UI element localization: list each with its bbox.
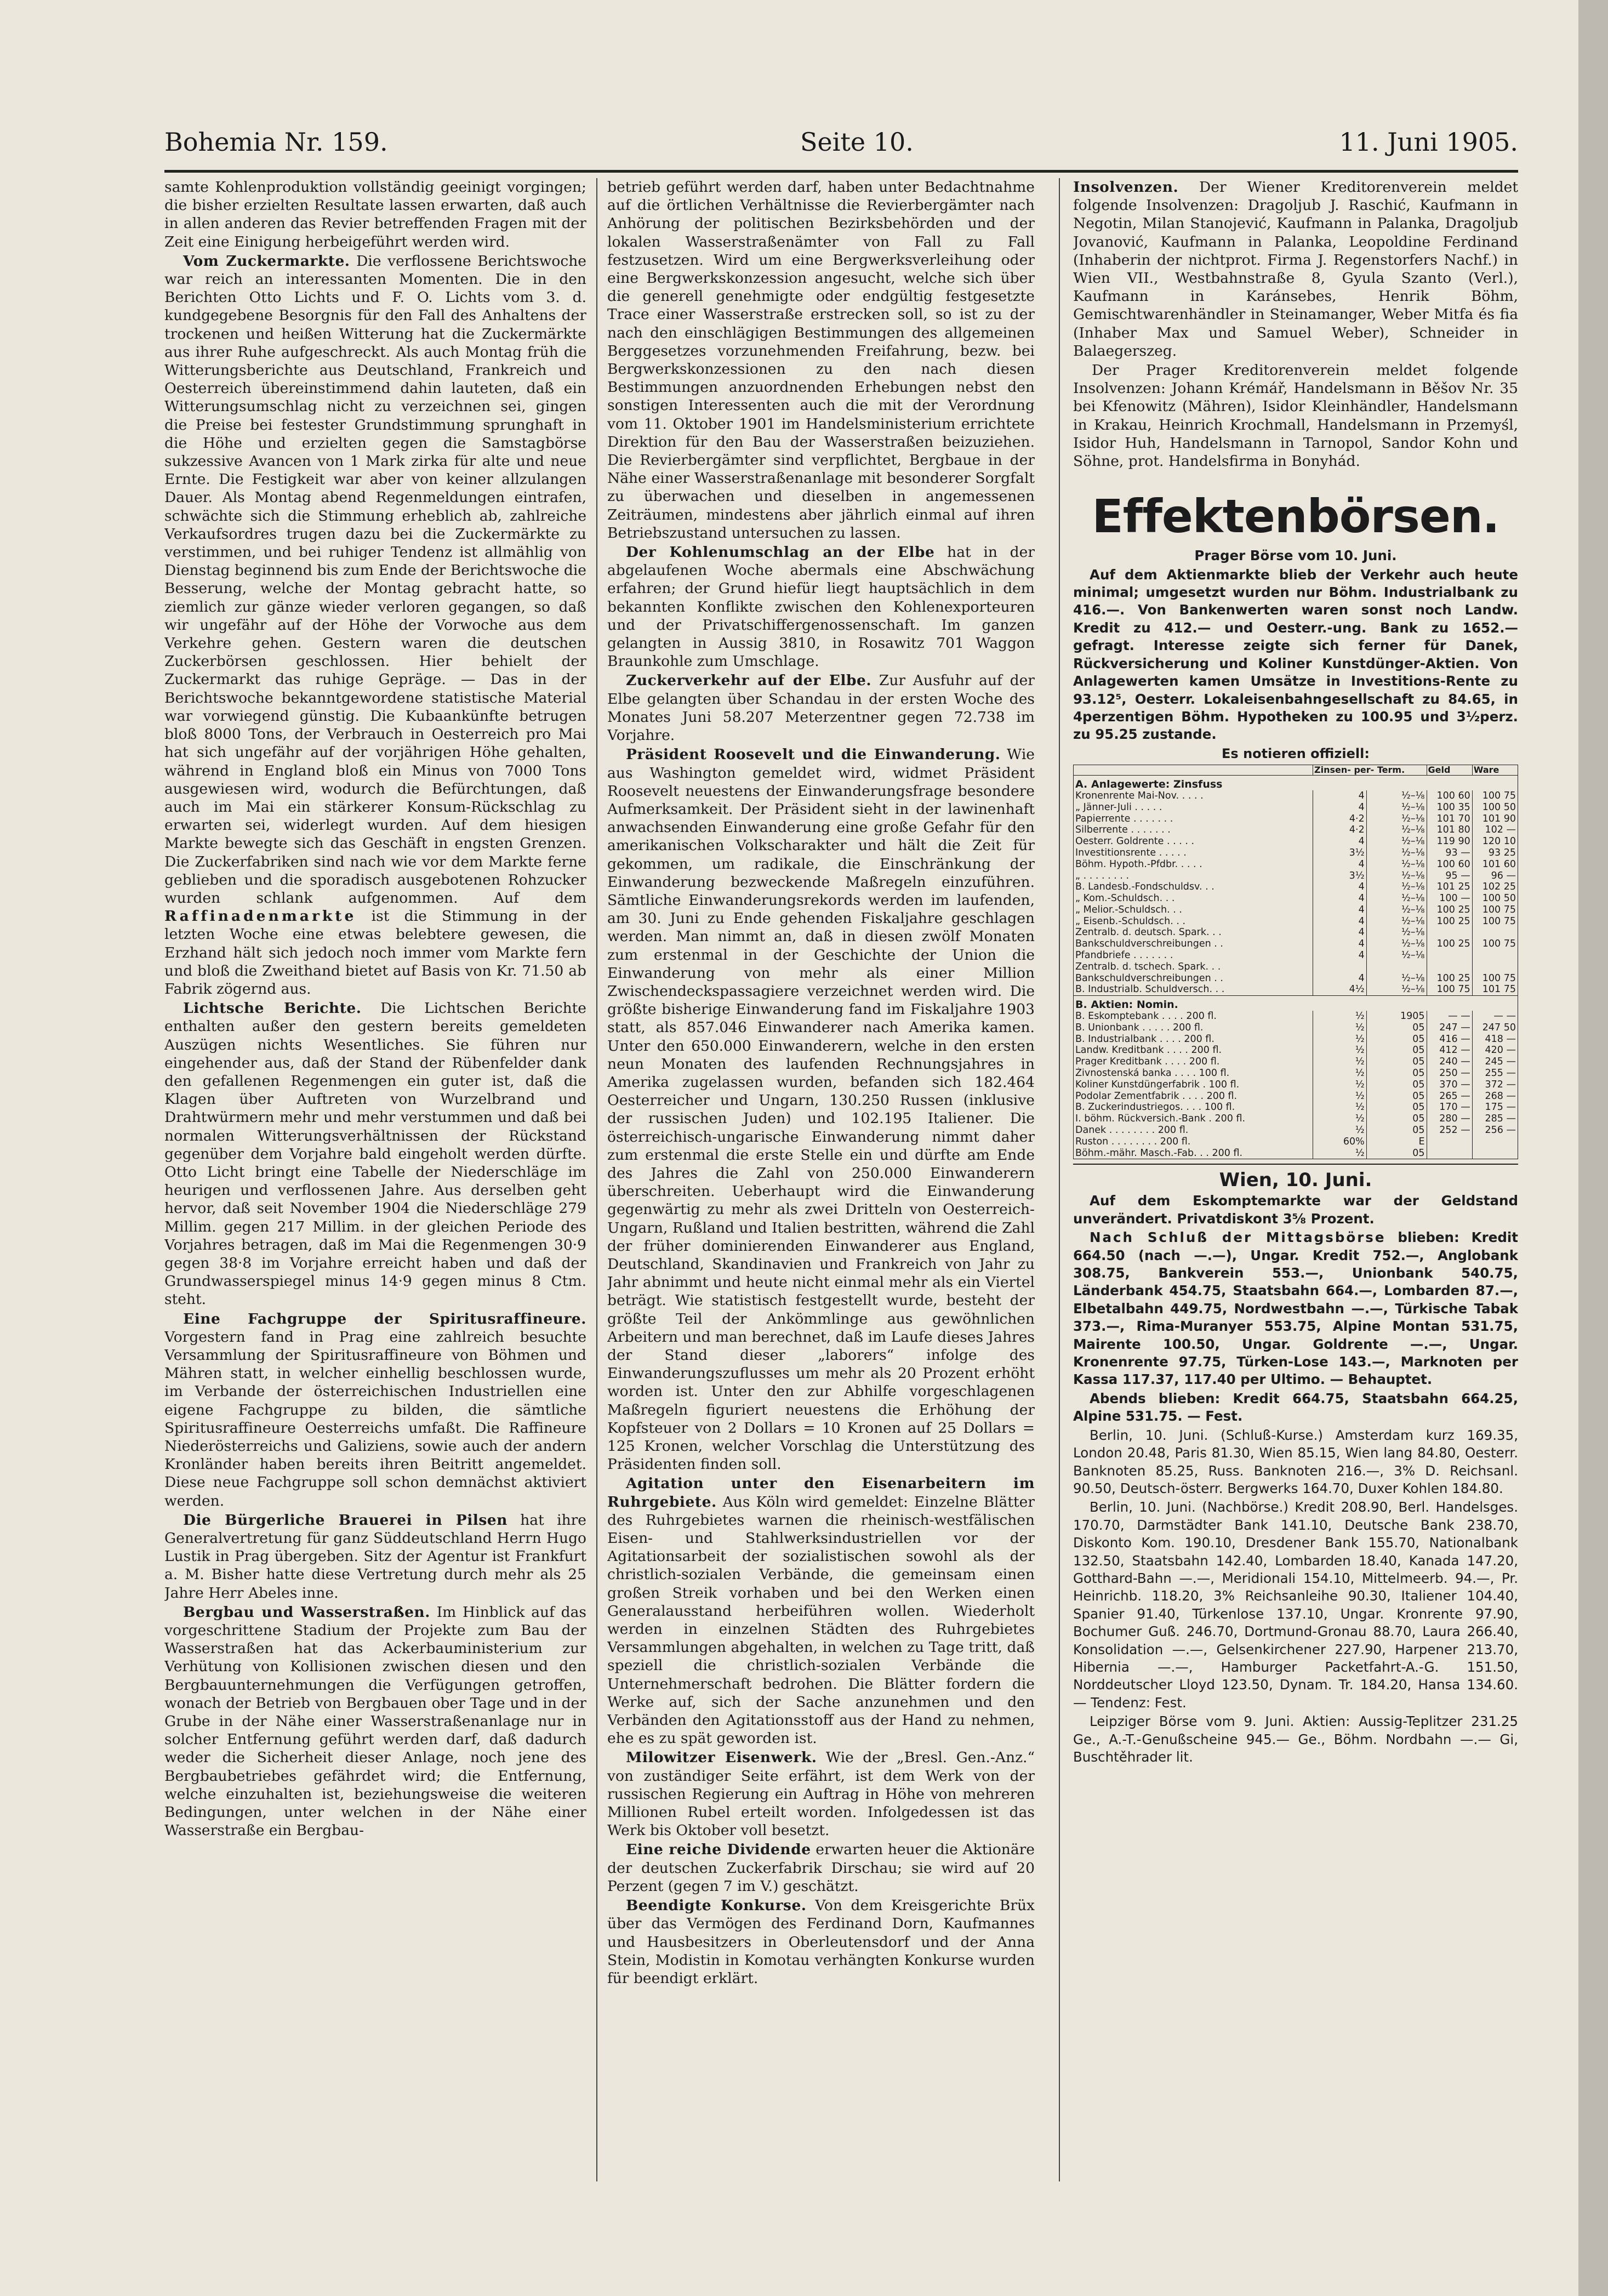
- row-name: Investitionsrente . . . . .: [1074, 847, 1313, 859]
- row-ware: 245 —: [1472, 1056, 1518, 1068]
- row-name: Landw. Kreditbank . . . . 200 fl.: [1074, 1045, 1313, 1056]
- row-name: „ Melior.-Schuldsch. . .: [1074, 904, 1313, 916]
- row-name: Bankschuldverschreibungen . .: [1074, 973, 1313, 984]
- row-zinsfuss: 4: [1313, 950, 1367, 961]
- row-geld: 252 —: [1427, 1125, 1472, 1136]
- row-term: 05: [1366, 1125, 1427, 1136]
- row-ware: 256 —: [1472, 1125, 1518, 1136]
- row-zinsfuss: 4·2: [1313, 824, 1367, 836]
- row-geld: [1427, 961, 1472, 973]
- row-name: B. Zuckerindustriegos. . . . 100 fl.: [1074, 1102, 1313, 1113]
- article-body: Die Lichtschen Berichte enthalten außer den gestern bereits gemeldeten Auszügen nichts Wesentliches. Sie führen nur eingehender aus, daß der Stand der Rübenfelder dank den gefallenen Regenmengen ein guter ist, daß die Klagen über Auftreten von Wurzelbrand und Drahtwürmern mehr und mehr verstummen und daß bei normalen Witterungsverhältnissen der Rückstand gegenüber dem Vorjahre bald eingeholt werden dürfte. Otto Licht bringt eine Tabelle der Niederschläge im heurigen und verflossenen Jahre. Aus derselben geht hervor, daß seit November 1904 die Niederschläge 279 Millim. gegen 217 Millim. in der gleichen Periode des Vorjahres betragen, daß im Mai die Regenmengen 30·9 gegen 38·8 im Vorjahre erreicht haben und daß der Grundwasserspiegel minus 14·9 gegen minus 8 Ctm. steht.: [164, 1000, 586, 1308]
- article-dividende: [607, 1841, 1035, 1895]
- row-geld: 101 70: [1427, 813, 1472, 825]
- row-term: 05: [1366, 1068, 1427, 1079]
- article-kohlen: [607, 543, 1035, 670]
- article-heading: Der Kohlenumschlag an der Elbe: [626, 544, 935, 561]
- table-row: [1074, 1102, 1518, 1113]
- row-zinsfuss: [1313, 961, 1367, 973]
- row-name: Böhm. Hypoth.-Pfdbr. . . . .: [1074, 859, 1313, 870]
- row-zinsfuss: 4: [1313, 927, 1367, 938]
- column-rule: [1059, 178, 1060, 2181]
- row-geld: 101 25: [1427, 881, 1472, 893]
- row-ware: 102 —: [1472, 824, 1518, 836]
- row-term: ½–⅛: [1366, 916, 1427, 927]
- table-row: [1074, 1136, 1518, 1148]
- row-zinsfuss: 3½: [1313, 870, 1367, 882]
- row-zinsfuss: ½: [1313, 1079, 1367, 1091]
- row-geld: 100 25: [1427, 938, 1472, 950]
- table-row: [1074, 927, 1518, 938]
- table-row: [1074, 836, 1518, 847]
- article-konkurse: [607, 1896, 1035, 1987]
- article-body: Wie aus Washington gemeldet wird, widmet Präsident Roosevelt neuestens der Einwanderungsfrage besondere Aufmerksamkeit. Der Präsident sieht in der lawinenhaft anwachsenden Einwanderung eine große Gefahr für den amerikanischen Volkscharakter und hält die Zeit für gekommen, um radikale, die Einschränkung der Einwanderung bezweckende Maßregeln einzuführen. Sämtliche Einwanderungsrekords werden im laufenden, am 30. Juni zu Ende gehenden Fiskaljahre geschlagen werden. Man nimmt an, daß in diesen zwölf Monaten zum erstenmal in der Geschichte der Union die Einwanderung von mehr als einer Million Zwischendeckspassagiere verzeichnet werden wird. Die größte bisherige Einwanderung fand im Fiskaljahre 1903 statt, als 857.046 Einwanderer nach Amerika kamen. Unter den 650.000 Einwanderern, welche in den ersten neun Monaten des laufenden Rechnungsjahres in Amerika zugelassen wurden, befanden sich 182.464 Oesterreicher und Ungarn, 130.250 Russen (inklusive der russischen Juden) und 102.195 Italiener. Die österreichisch-ungarische Einwanderung nimmt daher zum erstenmal die erste Stelle ein und dürfte am Ende des Jahres die Zahl von 250.000 Einwanderern überschreiten. Ueberhaupt wird die Einwanderung gegenwärtig zu mehr als zwei Dritteln von Oesterreich-Ungarn, Rußland und Italien bestritten, während die Zahl der früher dominierenden Einwanderer aus England, Deutschland, Skandinavien und Frankreich von Jahr zu Jahr abnimmt und heute nicht einmal mehr als ein Viertel beträgt. Wie statistisch festgestellt wurde, besteht der größte Teil der Ankömmlinge aus gewöhnlichen Arbeitern und man berechnet, daß im Laufe dieses Jahres der Stand dieser „laborers“ infolge des Einwanderungszuflusses um mehr als 20 Prozent erhöht worden ist. Unter den zur Abhilfe vorgeschlagenen Maßregeln figuriert neuestens die Erhöhung der Kopfsteuer von 2 Dollars = 10 Kronen auf 25 Dollars = 125 Kronen, welcher Vorschlag die Unterstützung des Präsidenten finden soll.: [607, 746, 1035, 1473]
- row-name: B. Unionbank . . . . . 200 fl.: [1074, 1022, 1313, 1034]
- table-row: [1074, 1079, 1518, 1091]
- row-zinsfuss: ½: [1313, 1148, 1367, 1159]
- row-geld: — —: [1427, 1011, 1472, 1022]
- wien-mittag-body: blieben: Kredit 664.50 (nach —.—), Ungar. Kredit 752.—, Anglobank 308.75, Bankverein 553.—, Unionbank 540.75, Länderbank 454.75, Staatsbahn 664.—, Lombarden 87.—, Elbetalbahn 449.75, Nordwestbahn —.—, Türkische Tabak 373.—, Rima-Muranyer 553.75, Alpine Montan 531.75, Mairente 100.50, Ungar. Goldrente —.—, Ungar. Kronenrente 97.75, Türken-Lose 143.—, Marknoten per Kassa 117.37, 117.40 per Ultimo. — Behauptet.: [1073, 1229, 1518, 1388]
- publication-name: Bohemia Nr. 159.: [164, 127, 388, 157]
- table-row: [1074, 938, 1518, 950]
- leipzig-boerse: Leipziger Börse vom 9. Juni. Aktien: Aussig-Teplitzer 231.25 Ge., A.-T.-Genußscheine 945.— Ge., Böhm. Nordbahn —.— Gi, Buschtěhrader lit.: [1073, 1713, 1518, 1765]
- row-name: Oesterr. Goldrente . . . . .: [1074, 836, 1313, 847]
- row-geld: [1427, 927, 1472, 938]
- table-row: [1074, 1056, 1518, 1068]
- row-geld: 265 —: [1427, 1091, 1472, 1102]
- row-geld: 95 —: [1427, 870, 1472, 882]
- row-zinsfuss: 4: [1313, 893, 1367, 904]
- row-name: „ Eisenb.-Schuldsch. . .: [1074, 916, 1313, 927]
- row-term: 05: [1366, 1148, 1427, 1159]
- row-geld: 93 —: [1427, 847, 1472, 859]
- row-geld: 100 25: [1427, 973, 1472, 984]
- table-row: [1074, 961, 1518, 973]
- rates-table: [1073, 765, 1518, 1159]
- article-licht: [164, 999, 586, 1308]
- article-heading: Die Bürgerliche Brauerei in Pilsen: [183, 1511, 508, 1529]
- row-term: 05: [1366, 1034, 1427, 1045]
- article-heading: Agitation unter den Eisenarbeitern im Ruhrgebiete.: [607, 1475, 1035, 1511]
- table-section-row: [1074, 996, 1518, 1011]
- row-term: 05: [1366, 1102, 1427, 1113]
- prager-boerse-heading: Prager Börse vom 10. Juni.: [1194, 548, 1397, 564]
- row-zinsfuss: ½: [1313, 1022, 1367, 1034]
- article-heading: Vom Zuckermarkte.: [183, 252, 350, 270]
- row-name: „ Jänner-Juli . . . . .: [1074, 802, 1313, 813]
- row-term: [1366, 961, 1427, 973]
- row-term: ½–⅛: [1366, 973, 1427, 984]
- row-ware: 120 10: [1472, 836, 1518, 847]
- row-ware: 100 75: [1472, 904, 1518, 916]
- scan-border: [1578, 0, 1608, 2296]
- table-header-ware: Ware: [1472, 765, 1518, 776]
- row-ware: 100 75: [1472, 790, 1518, 802]
- row-geld: [1427, 1136, 1472, 1148]
- row-term: ½–⅛: [1366, 790, 1427, 802]
- row-ware: 102 25: [1472, 881, 1518, 893]
- table-section-row: [1074, 776, 1518, 790]
- row-ware: 101 90: [1472, 813, 1518, 825]
- table-header-row: [1074, 765, 1518, 776]
- table-row: [1074, 1148, 1518, 1159]
- row-geld: 412 —: [1427, 1045, 1472, 1056]
- row-term: 05: [1366, 1045, 1427, 1056]
- row-ware: 420 —: [1472, 1045, 1518, 1056]
- row-name: I. böhm. Rückversich.-Bank . 200 fl.: [1074, 1113, 1313, 1125]
- article-zuckerverkehr: [607, 671, 1035, 744]
- row-zinsfuss: ½: [1313, 1034, 1367, 1045]
- row-name: Živnostenská banka . . . . 100 fl.: [1074, 1068, 1313, 1079]
- row-ware: 268 —: [1472, 1091, 1518, 1102]
- row-ware: — —: [1472, 1011, 1518, 1022]
- table-row: [1074, 824, 1518, 836]
- article-continuation: betrieb geführt werden darf, haben unter Bedachtnahme auf die örtlichen Verhältnisse die Revierbergämter nach Anhörung der politischen Bezirksbehörden und der lokalen Wasserstraßenämter von Fall zu Fall festzusetzen. Wird um eine Bergwerksverleihung oder eine Bergwerkskonzession angesucht, welche sich über die generell genehmigte oder endgültig festgesetzte Trace einer Wasserstraße erstrecken soll, so ist zu der nach den einschlägigen Bestimmungen des allgemeinen Berggesetzes vorzunehmenden Freifahrung, bezw. bei Bergwerkskonzessionen zu den nach diesen Bestimmungen anzuordnenden Erhebungen nebst den sonstigen Interessenten auch die mit der Verordnung vom 11. Oktober 1901 im Handelsministerium errichtete Direktion für den Bau der Wasserstraßen beizuziehen. Die Revierbergämter sind verpflichtet, Bergbaue in der Nähe einer Wasserstraßenanlage mit besonderer Sorgfalt zu überwachen und dieselben in angemessenen Zeiträumen, mindestens aber jährlich einmal auf ihren Betriebszustand untersuchen zu lassen.: [607, 179, 1035, 542]
- row-geld: 170 —: [1427, 1102, 1472, 1113]
- article-body: hat in der abgelaufenen Woche abermals eine Abschwächung erfahren; der Grund hiefür liegt hauptsächlich in dem bekannten Konflikte zwischen den Kohlenexporteuren und der Privatschiffergenossenschaft. Im ganzen gelangten in Aussig 3810, in Rosawitz 701 Waggon Braunkohle zum Umschlage.: [607, 544, 1035, 670]
- row-term: 05: [1366, 1091, 1427, 1102]
- wien-heading: Wien, 10. Juni.: [1219, 1169, 1372, 1192]
- row-geld: 100 —: [1427, 893, 1472, 904]
- article-body: hat ihre Generalvertretung für ganz Süddeutschland Herrn Hugo Lustik in Prag übergeben. Sitz der Agentur ist Frankfurt a. M. Bisher hatte diese Vertretung durch mehr als 25 Jahre Herr Abeles inne.: [164, 1511, 586, 1602]
- table-row: [1074, 984, 1518, 995]
- row-term: ½–⅛: [1366, 847, 1427, 859]
- table-row: [1074, 1113, 1518, 1125]
- article-brauerei: [164, 1511, 586, 1602]
- wien-eskompte: Auf dem Eskomptemarkte war der Geldstand unverändert. Privatdiskont 3⅝ Prozent.: [1073, 1193, 1518, 1227]
- table-body-aktien: [1074, 996, 1518, 1159]
- row-term: ½–⅛: [1366, 927, 1427, 938]
- row-ware: 101 75: [1472, 984, 1518, 995]
- column-3: [1073, 178, 1518, 2181]
- table-row: [1074, 973, 1518, 984]
- table-caption: Es notieren offiziell:: [1222, 745, 1370, 761]
- stock-exchange-section: [1073, 547, 1518, 1766]
- table-row: [1074, 859, 1518, 870]
- row-name: „ Kom.-Schuldsch. . .: [1074, 893, 1313, 904]
- row-zinsfuss: 4: [1313, 938, 1367, 950]
- row-ware: [1472, 950, 1518, 961]
- berlin-nachboerse: Berlin, 10. Juni. (Nachbörse.) Kredit 208.90, Berl. Handelsges. 170.70, Darmstädter Bank 141.10, Deutsche Bank 238.70, Diskonto Kom. 190.10, Dresdener Bank 155.70, Nationalbank 132.50, Staatsbahn 142.40, Lombarden 18.40, Kanada 147.20, Gotthard-Bahn —.—, Meridionali 154.10, Mittelmeerb. 94.—, Pr. Heinrichb. 118.20, 3% Reichsanleihe 90.30, Italiener 104.40, Spanier 91.40, Türkenlose 137.10, Ungar. Kronrente 97.90, Bochumer Guß. 246.70, Dortmund-Gronau 88.70, Laura 266.40, Konsolidation —.—, Gelsenkirchener 227.90, Harpener 213.70, Hibernia —.—, Hamburger Packetfahrt-A.-G. 151.50, Norddeutscher Lloyd 123.50, Dynam. Tr. 184.20, Hansa 134.60. — Tendenz: Fest.: [1073, 1499, 1518, 1711]
- row-zinsfuss: 60%: [1313, 1136, 1367, 1148]
- row-ware: [1472, 961, 1518, 973]
- row-geld: 240 —: [1427, 1056, 1472, 1068]
- row-zinsfuss: ½: [1313, 1102, 1367, 1113]
- row-name: „ . . . . . . . .: [1074, 870, 1313, 882]
- table-row: [1074, 893, 1518, 904]
- article-body: Vorgestern fand in Prag eine zahlreich besuchte Versammlung der Spiritusraffineure von Böhmen und Mähren statt, in welcher einhellig beschlossen wurde, im Verbande der österreichischen Industriellen eine eigene Fachgruppe zu bilden, die sämtliche Spiritusraffineure Oesterreichs umfaßt. Die Raffineure Niederösterreichs und Galiziens, sowie auch der andern Kronländer haben bereits ihren Beitritt angemeldet. Diese neue Fachgruppe soll schon demnächst aktiviert werden.: [164, 1328, 586, 1509]
- running-head: [164, 127, 1518, 166]
- table-header-term: Zinsen- per- Term.: [1313, 765, 1427, 776]
- table-row: [1074, 813, 1518, 825]
- row-name: Kronenrente Mai-Nov. . . . .: [1074, 790, 1313, 802]
- article-body: Die verflossene Berichtswoche war reich an interessanten Momenten. Die in den Berichten Otto Lichts und F. O. Lichts vom 3. d. kundgegebene Besorgnis für den Fall des Anhaltens der trockenen und heißen Witterung hat die Zuckermärkte aus ihrer Ruhe aufgeschreckt. Als auch Montag früh die Witterungsberichte aus Deutschland, Frankreich und Oesterreich übereinstimmend dahin lauteten, daß ein Witterungsumschlag nicht zu verzeichnen sei, gingen die Preise bei festester Grundstimmung sprunghaft in die Höhe und erzielten gegen die Samstagbörse sukzessive Avancen von 1 Mark zirka für alte und neue Ernte. Die Festigkeit war aber von keiner allzulangen Dauer. Als Montag abend Regenmeldungen eintrafen, schwächte sich die Stimmung erheblich ab, zahlreiche Verkaufsordres trugen dazu bei die Zuckermärkte zu verstimmen, und bei ruhiger Tendenz ist allmählig von Dienstag beginnend bis zum Ende der Berichtswoche die Besserung, welche der Montag gebracht hatte, so ziemlich zur gänze wieder verloren gegangen, so daß wir ungefähr auf der Höhe der Vorwoche aus dem Verkehre gehen. Gestern waren die deutschen Zuckerbörsen geschlossen. Hier behielt der Zuckermarkt das ruhige Gepräge. — Das in der Berichtswoche bekanntgewordene statistische Material war vorwiegend günstig. Die Kubaankünfte betrugen bloß 8000 Tons, der Verbrauch in Oesterreich pro Mai hat sich ungefähr auf der vorjährigen Höhe gehalten, während in England bloß ein Minus von 7000 Tons ausgewiesen wird, wodurch die Befürchtungen, daß auch im Mai ein stärkerer Konsum-Rückschlag zu erwarten sei, widerlegt wurden. Auf dem hiesigen Markte bewegte sich das Geschäft in engsten Grenzen. Die Zuckerfabriken sind nach wie vor dem Markte ferne geblieben und die sporadisch ausgebotenen Rohzucker wurden schlank aufgenommen. Auf dem: [164, 252, 586, 907]
- row-ware: 100 75: [1472, 938, 1518, 950]
- row-geld: 250 —: [1427, 1068, 1472, 1079]
- row-zinsfuss: 4: [1313, 973, 1367, 984]
- row-term: 05: [1366, 1113, 1427, 1125]
- wien-abends: Abends blieben: Kredit 664.75, Staatsbahn 664.25, Alpine 531.75. — Fest.: [1073, 1390, 1518, 1425]
- section-title-effektenboersen: Effektenbörsen.: [1092, 489, 1499, 544]
- row-geld: 416 —: [1427, 1034, 1472, 1045]
- article-body: Von dem Kreisgerichte Brüx über das Vermögen des Ferdinand Dorn, Kaufmannes und Hausbesitzers in Oberleutensdorf und der Anna Stein, Modistin in Komotau verhängten Konkurse wurden für beendigt erklärt.: [607, 1897, 1035, 1987]
- article-heading: Beendigte Konkurse.: [626, 1897, 807, 1915]
- row-term: 05: [1366, 1079, 1427, 1091]
- page-number: Seite 10.: [800, 127, 914, 157]
- row-name: Danek . . . . . . . . 200 fl.: [1074, 1125, 1313, 1136]
- row-ware: 100 75: [1472, 973, 1518, 984]
- article-heading: Bergbau und Wasserstraßen.: [183, 1603, 430, 1621]
- article-prager-kreditoren: Der Prager Kreditorenverein meldet folgende Insolvenzen: Johann Krémář, Handelsmann in Běšov Nr. 35 bei Kfenowitz (Mähren), Isidor Kleinhändler, Handelsmann in Krakau, Heinrich Krochmall, Handelsmann in Przemyśl, Isidor Huh, Handelsmann in Tarnopol, Sandor Kohn und Söhne, prot. Handelsfirma in Bonyhád.: [1073, 362, 1518, 470]
- row-ware: 372 —: [1472, 1079, 1518, 1091]
- row-zinsfuss: 4: [1313, 802, 1367, 813]
- table-row: [1074, 1011, 1518, 1022]
- article-heading: Präsident Roosevelt und die Einwanderung.: [626, 746, 1001, 764]
- row-ware: 247 50: [1472, 1022, 1518, 1034]
- row-name: B. Industrialb. Schuldversch. . .: [1074, 984, 1313, 995]
- row-zinsfuss: ½: [1313, 1113, 1367, 1125]
- article-spiritus: [164, 1310, 586, 1510]
- row-geld: 247 —: [1427, 1022, 1472, 1034]
- row-ware: 100 50: [1472, 802, 1518, 813]
- table-row: [1074, 1125, 1518, 1136]
- wien-mittag-heading: Nach Schluß der Mittagsbörse: [1090, 1229, 1386, 1246]
- row-term: ½–⅛: [1366, 984, 1427, 995]
- row-geld: 100 25: [1427, 916, 1472, 927]
- row-ware: 175 —: [1472, 1102, 1518, 1113]
- row-geld: 119 90: [1427, 836, 1472, 847]
- row-name: B. Industrialbank . . . . 200 fl.: [1074, 1034, 1313, 1045]
- article-continuation: samte Kohlenproduktion vollständig geeinigt vorgingen; die bisher erzielten Resultate lassen erwarten, daß auch in allen anderen das Revier betreffenden Fragen mit der Zeit eine Einigung herbeigeführt werden wird.: [164, 179, 586, 250]
- row-term: 05: [1366, 1056, 1427, 1068]
- article-heading: Eine Fachgruppe der Spiritusraffineure.: [183, 1310, 586, 1328]
- row-term: ½–⅛: [1366, 904, 1427, 916]
- article-bergbau: [164, 1603, 586, 1840]
- row-geld: 370 —: [1427, 1079, 1472, 1091]
- row-zinsfuss: 4: [1313, 881, 1367, 893]
- row-term: ½–⅛: [1366, 881, 1427, 893]
- row-geld: 100 60: [1427, 790, 1472, 802]
- row-ware: 418 —: [1472, 1034, 1518, 1045]
- row-ware: 101 60: [1472, 859, 1518, 870]
- table-header-name: [1074, 765, 1313, 776]
- row-name: Papierrente . . . . . . .: [1074, 813, 1313, 825]
- emphasis-word: Raffinadenmarkte: [164, 908, 357, 925]
- row-name: Böhm.-mähr. Masch.-Fab. . . 200 fl.: [1074, 1148, 1313, 1159]
- section-label: A. Anlagewerte: Zinsfuss: [1074, 776, 1518, 790]
- row-zinsfuss: ½: [1313, 1056, 1367, 1068]
- table-row: [1074, 1045, 1518, 1056]
- article-body: Im Hinblick auf das vorgeschrittene Stadium der Projekte zum Bau der Wasserstraßen hat das Ackerbauministerium zur Verhütung von Kollisionen zwischen diesen und den Bergbauunternehmungen die Verfügungen getroffen, wonach der Betrieb von Bergbauen ober Tage und in der Grube in der Nähe einer Wasserstraßenanlage nur in solcher Entfernung geführt werden darf, daß dadurch weder die Sicherheit dieser Anlage, noch jene des Bergbaubetriebes gefährdet wird; die Entfernung, welche einzuhalten ist, beziehungsweise die weiteren Bedingungen, unter welchen in der Nähe einer Wasserstraße ein Bergbau-: [164, 1603, 586, 1839]
- row-zinsfuss: ½: [1313, 1091, 1367, 1102]
- row-ware: [1472, 1136, 1518, 1148]
- row-ware: 100 75: [1472, 916, 1518, 927]
- article-milowitz: [607, 1748, 1035, 1839]
- row-name: Pfandbriefe . . . . . . .: [1074, 950, 1313, 961]
- table-row: [1074, 904, 1518, 916]
- article-heading: Lichtsche Berichte.: [183, 1000, 362, 1017]
- row-zinsfuss: ½: [1313, 1068, 1367, 1079]
- article-body: Zur Ausfuhr auf der Elbe gelangten über Schandau in der ersten Woche des Monates Juni 58.207 Meterzentner gegen 72.738 im Vorjahre.: [607, 672, 1035, 744]
- row-geld: 100 25: [1427, 904, 1472, 916]
- row-name: Zentralb. d. deutsch. Spark. . .: [1074, 927, 1313, 938]
- wien-mittagsboerse: [1073, 1229, 1518, 1389]
- table-row: [1074, 1068, 1518, 1079]
- row-ware: [1472, 927, 1518, 938]
- article-heading: Insolvenzen.: [1073, 179, 1179, 196]
- row-ware: 100 50: [1472, 893, 1518, 904]
- column-2: [607, 178, 1035, 2181]
- row-zinsfuss: 4: [1313, 859, 1367, 870]
- row-term: 05: [1366, 1022, 1427, 1034]
- row-zinsfuss: 4½: [1313, 984, 1367, 995]
- issue-date: 11. Juni 1905.: [1339, 127, 1518, 157]
- table-row: [1074, 1022, 1518, 1034]
- table-row: [1074, 916, 1518, 927]
- row-term: ½–⅛: [1366, 824, 1427, 836]
- row-term: ½–⅛: [1366, 870, 1427, 882]
- table-row: [1074, 881, 1518, 893]
- row-ware: 255 —: [1472, 1068, 1518, 1079]
- row-term: ½–⅛: [1366, 893, 1427, 904]
- article-heading: Milowitzer Eisenwerk.: [626, 1749, 817, 1767]
- row-geld: 100 75: [1427, 984, 1472, 995]
- article-body: Aus Köln wird gemeldet: Einzelne Blätter des Ruhrgebietes warnen die rheinisch-westfälischen Eisen- und Stahlwerksindustriellen vor der Agitationsarbeit der sozialistischen sowohl als der christlich-sozialen Verbände, die gemeinsam einen großen Streik vorhaben und bei den Werken einen Generalausstand herbeiführen wollen. Wiederholt werden in einzelnen Städten des Ruhrgebietes Versammlungen abgehalten, in welchen zu Tage tritt, daß speziell die christlich-sozialen Verbände die Unternehmerschaft bedrohen. Die Blätter fordern die Werke auf, sich der Sache anzunehmen und den Verbänden den Agitationsstoff aus der Hand zu nehmen, ehe es zu spät geworden ist.: [607, 1493, 1035, 1747]
- article-body: erwarten heuer die Aktionäre der deutschen Zuckerfabrik Dirschau; sie wird auf 20 Perzent (gegen 7 im V.) geschätzt.: [607, 1841, 1035, 1895]
- column-1: [164, 178, 586, 2181]
- row-term: ½–⅛: [1366, 813, 1427, 825]
- table-header-geld: Geld: [1427, 765, 1472, 776]
- row-ware: [1472, 1148, 1518, 1159]
- berlin-schluss: Berlin, 10. Juni. (Schluß-Kurse.) Amsterdam kurz 169.35, London 20.48, Paris 81.30, Wien 85.15, Wien lang 84.80, Oesterr. Banknoten 85.25, Russ. Banknoten 216.—, 3% D. Reichsanl. 90.50, Deutsch-österr. Bergwerks 164.70, Duxer Kohlen 184.80.: [1073, 1427, 1518, 1496]
- column-rule: [596, 178, 597, 2181]
- row-term: ½–⅛: [1366, 802, 1427, 813]
- prager-boerse-report: Auf dem Aktienmarkte blieb der Verkehr auch heute minimal; umgesetzt wurden nur Böhm. Industrialbank zu 416.—. Von Bankenwerten waren sonst noch Landw. Kredit zu 412.— und Oesterr.-ung. Bank zu 1652.— gefragt. Interesse zeigte sich ferner für Danek, Rückversicherung und Koliner Kunstdünger-Aktien. Von Anlagewerten kamen Umsätze in Investitions-Rente zu 93.12⁵, Oesterr. Lokaleisenbahngesellschaft zu 84.65, in 4perzentigen Böhm. Hypotheken zu 100.95 und 3½perz. zu 95.25 zustande.: [1073, 566, 1518, 743]
- row-ware: 96 —: [1472, 870, 1518, 882]
- row-ware: 285 —: [1472, 1113, 1518, 1125]
- row-zinsfuss: ½: [1313, 1045, 1367, 1056]
- table-row: [1074, 1091, 1518, 1102]
- row-zinsfuss: ½: [1313, 1011, 1367, 1022]
- row-zinsfuss: 4·2: [1313, 813, 1367, 825]
- row-geld: 100 60: [1427, 859, 1472, 870]
- row-geld: 100 35: [1427, 802, 1472, 813]
- row-name: Podolar Zementfabrik . . . . 200 fl.: [1074, 1091, 1313, 1102]
- row-name: B. Eskomptebank . . . . 200 fl.: [1074, 1011, 1313, 1022]
- row-name: Prager Kreditbank . . . . 200 fl.: [1074, 1056, 1313, 1068]
- article-heading: Zuckerverkehr auf der Elbe.: [626, 672, 872, 690]
- table-row: [1074, 870, 1518, 882]
- row-zinsfuss: 4: [1313, 836, 1367, 847]
- header-rule: [164, 170, 1518, 173]
- row-zinsfuss: 3½: [1313, 847, 1367, 859]
- table-body-anlagewerte: [1074, 776, 1518, 996]
- row-geld: [1427, 1148, 1472, 1159]
- article-agitation: [607, 1474, 1035, 1747]
- row-term: ½–⅛: [1366, 938, 1427, 950]
- row-geld: [1427, 950, 1472, 961]
- row-term: 1905: [1366, 1011, 1427, 1022]
- section-label: B. Aktien: Nomin.: [1074, 996, 1518, 1011]
- row-name: B. Landesb.-Fondschuldsv. . .: [1074, 881, 1313, 893]
- article-body: Der Wiener Kreditorenverein meldet folgende Insolvenzen: Dragoljub J. Raschić, Kaufmann in Negotin, Milan Stanojević, Kaufmann in Palanka, Dragoljub Jovanović, Kaufmann in Palanka, Leopoldine Ferdinand (Inhaberin der nichtprot. Firma J. Regenstorfers Nachf.) in Wien VII., Westbahnstraße 8, Gyula Szanto (Verl.), Kaufmann in Karánsebes, Henrik Böhm, Gemischtwarenhändler in Steinamanger, Weber Mitfa és fia (Inhaber Max und Samuel Weber), Schneider in Balaegerszeg.: [1073, 179, 1518, 360]
- row-zinsfuss: 4: [1313, 790, 1367, 802]
- article-body: ist die Stimmung in der letzten Woche eine etwas belebtere gewesen, die Erzhand hält sich jedoch noch immer vom Markte fern und bloß die Zweithand bietet auf Basis von Kr. 71.50 ab Fabrik zögernd aus.: [164, 908, 586, 998]
- row-name: Koliner Kunstdüngerfabrik . 100 fl.: [1074, 1079, 1313, 1091]
- row-zinsfuss: 4: [1313, 904, 1367, 916]
- row-zinsfuss: 4: [1313, 916, 1367, 927]
- row-ware: 93 25: [1472, 847, 1518, 859]
- table-row: [1074, 802, 1518, 813]
- row-name: Silberrente . . . . . . .: [1074, 824, 1313, 836]
- table-row: [1074, 790, 1518, 802]
- table-row: [1074, 1034, 1518, 1045]
- row-term: ½–⅛: [1366, 950, 1427, 961]
- table-row: [1074, 950, 1518, 961]
- row-term: ½–⅛: [1366, 859, 1427, 870]
- article-zuckermarkt: [164, 252, 586, 998]
- article-roosevelt: [607, 745, 1035, 1473]
- row-zinsfuss: ½: [1313, 1125, 1367, 1136]
- row-geld: 101 80: [1427, 824, 1472, 836]
- row-term: ½–⅛: [1366, 836, 1427, 847]
- row-name: Zentralb. d. tschech. Spark. . .: [1074, 961, 1313, 973]
- row-name: Ruston . . . . . . . . 200 fl.: [1074, 1136, 1313, 1148]
- row-name: Bankschuldverschreibungen . .: [1074, 938, 1313, 950]
- article-insolvenzen: [1073, 178, 1518, 360]
- article-heading: Eine reiche Dividende: [626, 1841, 811, 1859]
- row-geld: 280 —: [1427, 1113, 1472, 1125]
- table-row: [1074, 847, 1518, 859]
- article-body: Wie der „Bresl. Gen.-Anz.“ von zuständiger Seite erfährt, ist dem Werk von der russischen Regierung ein Auftrag in Höhe von mehreren Millionen Rubel erteilt worden. Infolgedessen ist das Werk bis Oktober voll besetzt.: [607, 1749, 1035, 1839]
- section-divider: [1073, 1164, 1518, 1165]
- row-term: E: [1366, 1136, 1427, 1148]
